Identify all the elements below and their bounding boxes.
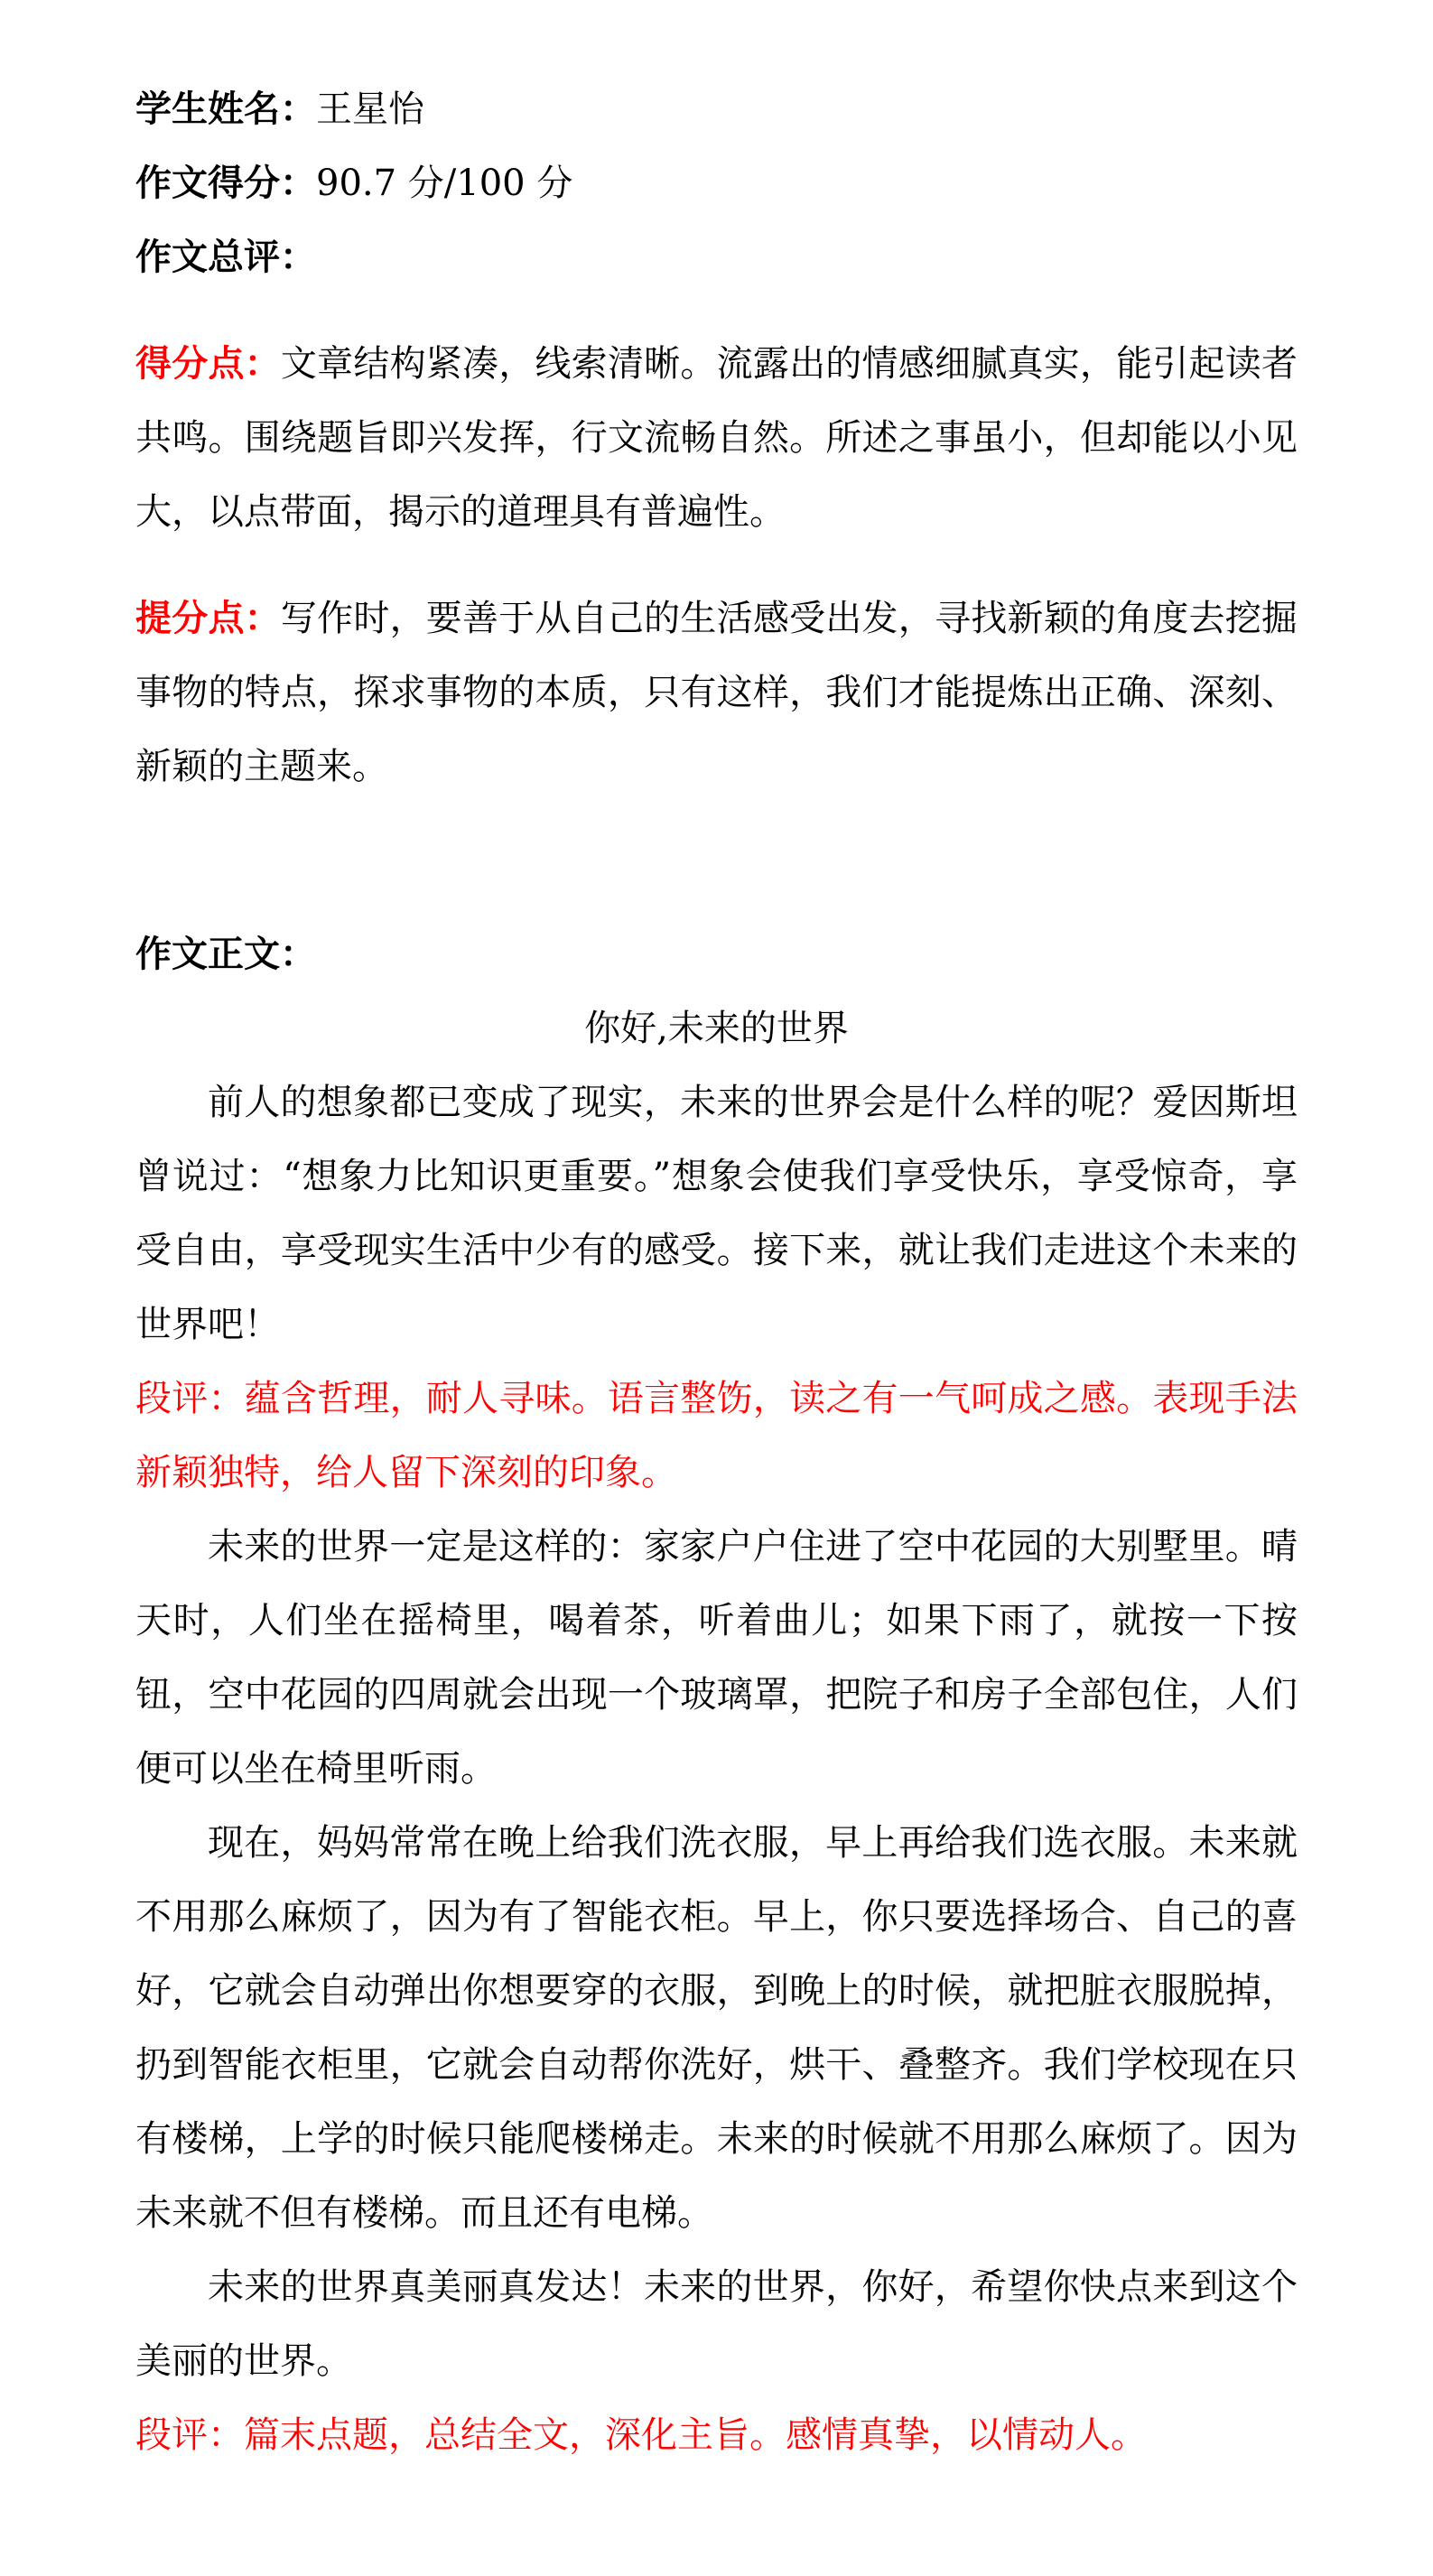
- score-value: 90.7 分/100 分: [316, 163, 573, 204]
- essay-paragraph-1: 前人的想象都已变成了现实，未来的世界会是什么样的呢？爱因斯坦曾说过：“想象力比知识更重要。”想象会使我们享受快乐，享受惊奇，享受自由，享受现实生活中少有的感受。接下来，就让我们走进这个未来的世界吧！: [135, 1082, 1298, 1345]
- improvement-points-label: 提分点：: [135, 597, 281, 639]
- essay-paragraph-4: 未来的世界真美丽真发达！未来的世界，你好，希望你快点来到这个美丽的世界。: [135, 2266, 1298, 2382]
- score-label: 作文得分：: [135, 162, 316, 204]
- scoring-points-text: 文章结构紧凑，线索清晰。流露出的情感细腻真实，能引起读者共鸣。围绕题旨即兴发挥，行文流畅自然。所述之事虽小，但却能以小见大，以点带面，揭示的道理具有普遍性。: [135, 343, 1298, 533]
- essay-paragraph-2: 未来的世界一定是这样的：家家户户住进了空中花园的大别墅里。晴天时，人们坐在摇椅里，喝着茶，听着曲儿；如果下雨了，就按一下按钮，空中花园的四周就会出现一个玻璃罩，把院子和房子全部包住，人们便可以坐在椅里听雨。: [135, 1526, 1298, 1790]
- paragraph-comment-1: 段评：蕴含哲理，耐人寻味。语言整饬，读之有一气呵成之感。表现手法新颖独特，给人留下深刻的印象。: [135, 1378, 1298, 1493]
- essay-paragraph-3: 现在，妈妈常常在晚上给我们洗衣服，早上再给我们选衣服。未来就不用那么麻烦了，因为有了智能衣柜。早上，你只要选择场合、自己的喜好，它就会自动弹出你想要穿的衣服，到晚上的时候，就把脏衣服脱掉，扔到智能衣柜里，它就会自动帮你洗好，烘干、叠整齐。我们学校现在只有楼梯，上学的时候只能爬楼梯走。未来的时候就不用那么麻烦了。因为未来就不但有楼梯。而且还有电梯。: [135, 1822, 1298, 2234]
- score-line: [135, 146, 1298, 220]
- essay-body-label: 作文正文：: [135, 933, 316, 975]
- student-name-value: 王星怡: [316, 88, 424, 130]
- improvement-points-text: 写作时，要善于从自己的生活感受出发，寻找新颖的角度去挖掘事物的特点，探求事物的本质，只有这样，我们才能提炼出正确、深刻、新颖的主题来。: [135, 598, 1298, 787]
- paragraph-comment-2: 段评：篇末点题，总结全文，深化主旨。感情真挚，以情动人。: [135, 2414, 1147, 2456]
- scoring-points-paragraph: [135, 327, 1298, 549]
- student-name-line: [135, 72, 1298, 146]
- student-name-label: 学生姓名：: [135, 88, 316, 130]
- improvement-points-paragraph: [135, 581, 1298, 804]
- essay-title: 你好,未来的世界: [584, 1008, 849, 1049]
- scoring-points-label: 得分点：: [135, 342, 281, 385]
- overall-review-label: 作文总评：: [135, 236, 316, 278]
